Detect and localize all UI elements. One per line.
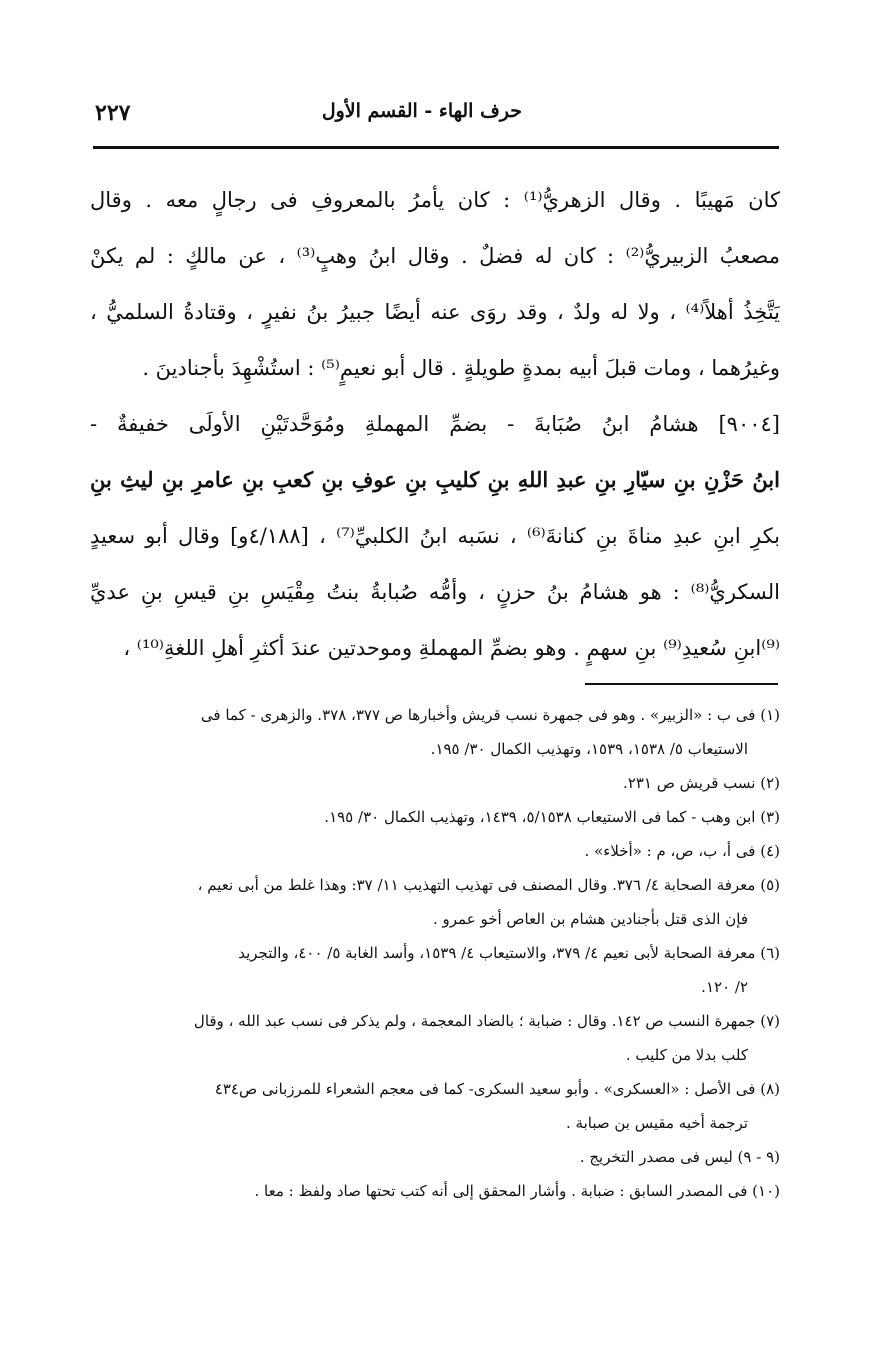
page-number: ٢٢٧ [95,100,131,126]
footnote: (١) فى ب : «الزبير» . وهو فى جمهرة نسب قريش وأخبارها ص ٣٧٧، ٣٧٨. والزهرى - كما فى [200,706,780,724]
footnote-continuation: الاستيعاب ٥/ ١٥٣٨، ١٥٣٩، وتهذيب الكمال ٣٠/ ١٩٥. [430,740,748,758]
footnote: (٩ - ٩) ليس فى مصدر التخريج . [579,1148,780,1166]
footnote: (٤) فى أ، ب، ص، م : «أخلاء» . [584,842,780,860]
body-line: مصعبُ الزبيريُّ⁽²⁾ : كان له فضلٌ . وقال ابنُ وهبٍ⁽³⁾ ، عن مالكٍ : لم يكنْ [90,244,780,268]
running-title: حرف الهاء - القسم الأول [321,100,522,122]
footnote-rule [585,683,778,685]
main-text [90,172,780,676]
body-line: يَتَّخِذُ أهلاً⁽⁴⁾ ، ولا له ولدٌ ، وقد روَى عنه أيضًا جبيرُ بنُ نفيرٍ ، وقتادةُ السلميُّ ، [90,300,780,324]
footnote-continuation: ترجمة أخيه مقيس بن صبابة . [566,1114,748,1132]
footnote: (٦) معرفة الصحابة لأبى نعيم ٤/ ٣٧٩، والاستيعاب ٤/ ١٥٣٩، وأسد الغابة ٥/ ٤٠٠، والتجريد [238,944,780,962]
footnote: (٢) نسب قريش ص ٢٣١. [623,774,780,792]
page-header [95,100,777,134]
body-line: وغيرُهما ، ومات قبلَ أبيه بمدةٍ طويلةٍ . قال أبو نعيمٍ⁽⁵⁾ : استُشْهِدَ بأجنادينَ . [142,356,780,380]
body-line: بكرِ ابنِ عبدِ مناةَ بنِ كنانةَ⁽⁶⁾ ، نسَبه ابنُ الكلبيِّ⁽⁷⁾ ، [٤/١٨٨و] وقال أبو سعيدٍ [90,524,780,548]
footnote: (٨) فى الأصل : «العسكرى» . وأبو سعيد السكرى- كما فى معجم الشعراء للمرزبانى ص٤٣٤ [214,1080,780,1098]
body-line: كان مَهيبًا . وقال الزهريُّ⁽¹⁾ : كان يأمرُ بالمعروفِ فى رجالٍ معه . وقال [90,188,780,212]
footnote-continuation: ٢/ ١٢٠. [701,978,748,996]
footnotes [95,698,780,1208]
footnote-continuation: فإن الذى قتل بأجنادين هشام بن العاص أخو عمرو . [433,910,748,928]
footnote: (٣) ابن وهب - كما فى الاستيعاب ٥/١٥٣٨، ١٤٣٩، وتهذيب الكمال ٣٠/ ١٩٥. [324,808,780,826]
body-line: ⁽⁹⁾ابنِ سُعيدِ⁽⁹⁾ بنِ سهمٍ . وهو بضمِّ المهملةِ وموحدتين عندَ أكثرِ أهلِ اللغةِ⁽¹⁰⁾ ، [123,636,780,660]
body-line: ابنُ حَزْنِ بنِ سيّارِ بنِ عبدِ اللهِ بنِ كليبِ بنِ عوفِ بنِ كعبِ بنِ عامرِ بنِ ليثِ بنِ [90,467,780,492]
footnote: (٥) معرفة الصحابة ٤/ ٣٧٦. وقال المصنف فى تهذيب التهذيب ١١/ ٣٧: وهذا غلط من أبى نعيم ، [197,876,780,894]
footnote: (١٠) فى المصدر السابق : ضبابة . وأشار المحقق إلى أنه كتب تحتها صاد ولفظ : معا . [254,1182,780,1200]
body-line: السكريُّ⁽⁸⁾ : هو هشامُ بنُ حزنٍ ، وأمُّه صُبابةُ بنتُ مِقْيَسِ بنِ قيسِ بنِ عديِّ [90,580,780,604]
entry-heading-line: [٩٠٠٤] هشامُ ابنُ صُبَابةَ - بضمِّ المهملةِ ومُوَحَّدتَيْنِ الأولَى خفيفةٌ - [90,412,780,436]
header-rule [93,146,779,149]
footnote: (٧) جمهرة النسب ص ١٤٢. وقال : ضبابة ؛ بالضاد المعجمة ، ولم يذكر فى نسب عبد الله ، وقال [193,1012,780,1030]
footnote-continuation: كلب بدلا من كليب . [625,1046,748,1064]
